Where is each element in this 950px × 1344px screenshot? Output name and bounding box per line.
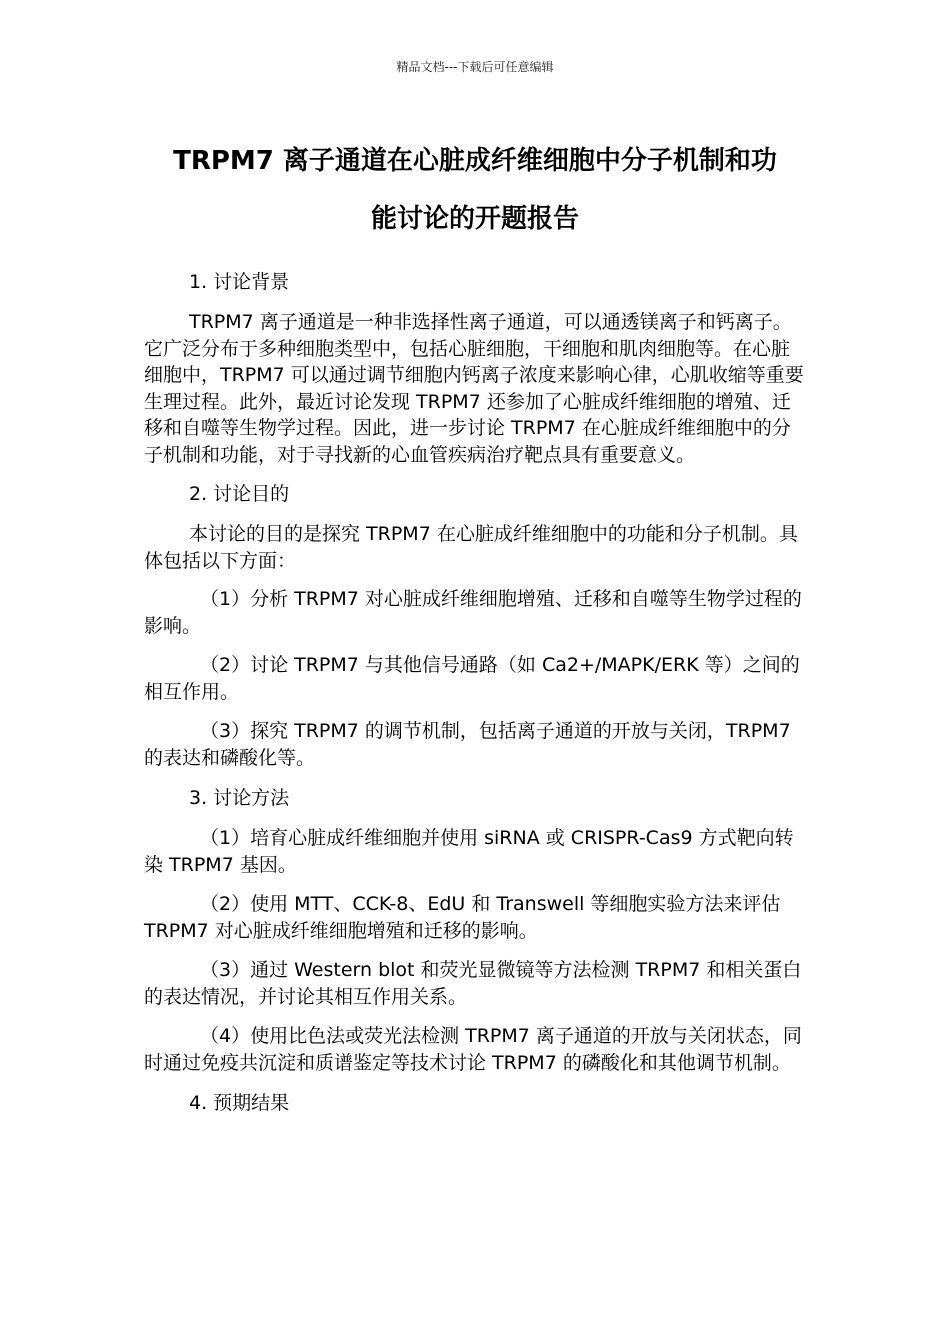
purpose-item-3: （3）探究 TRPM7 的调节机制，包括离子通道的开放与关闭，TRPM7 的表达和磷酸化等。 — [144, 720, 791, 769]
section-heading-results: 4. 预期结果 — [189, 1092, 290, 1114]
section-heading-background: 1. 讨论背景 — [189, 271, 290, 293]
title-line-1: TRPM7 离子通道在心脏成纤维细胞中分子机制和功 — [173, 146, 777, 176]
purpose-item-2: （2）讨论 TRPM7 与其他信号通路（如 Ca2+/MAPK/ERK 等）之间的相互作用。 — [144, 654, 800, 703]
method-item-2: （2）使用 MTT、CCK-8、EdU 和 Transwell 等细胞实验方法来评估 TRPM7 对心脏成纤维细胞增殖和迁移的影响。 — [144, 893, 781, 942]
document-body — [144, 268, 808, 1130]
method-item-4: （4）使用比色法或荧光法检测 TRPM7 离子通道的开放与关闭状态，同时通过免疫共沉淀和质谱鉴定等技术讨论 TRPM7 的磷酸化和其他调节机制。 — [144, 1025, 802, 1074]
purpose-item-1: （1）分析 TRPM7 对心脏成纤维细胞增殖、迁移和自噬等生物学过程的影响。 — [144, 588, 802, 637]
section-heading-methods: 3. 讨论方法 — [189, 787, 290, 809]
purpose-intro-paragraph: 本讨论的目的是探究 TRPM7 在心脏成纤维细胞中的功能和分子机制。具体包括以下方面： — [144, 523, 798, 572]
title-line-2: 能讨论的开题报告 — [370, 204, 579, 234]
background-paragraph: TRPM7 离子通道是一种非选择性离子通道，可以通透镁离子和钙离子。它广泛分布于多种细胞类型中，包括心脏细胞，干细胞和肌肉细胞等。在心脏细胞中，TRPM7 可以通过调节细胞内钙离子浓度来影响心律，心肌收缩等重要生理过程。此外，最近讨论发现 TRPM7 还参加了心脏成纤维细胞的增殖、迁移和自噬等生物学过程。因此，进一步讨论 TRPM7 在心脏成纤维细胞中的分子机制和功能，对于寻找新的心血管疾病治疗靶点具有重要意义。 — [144, 311, 804, 466]
method-item-1: （1）培育心脏成纤维细胞并使用 siRNA 或 CRISPR-Cas9 方式靶向转染 TRPM7 基因。 — [144, 827, 794, 876]
page-header: 精品文档---下载后可任意编辑 — [396, 60, 554, 74]
section-heading-purpose: 2. 讨论目的 — [189, 483, 290, 505]
method-item-3: （3）通过 Western blot 和荧光显微镜等方法检测 TRPM7 和相关蛋白的表达情况，并讨论其相互作用关系。 — [144, 959, 802, 1008]
document-title — [140, 132, 810, 248]
